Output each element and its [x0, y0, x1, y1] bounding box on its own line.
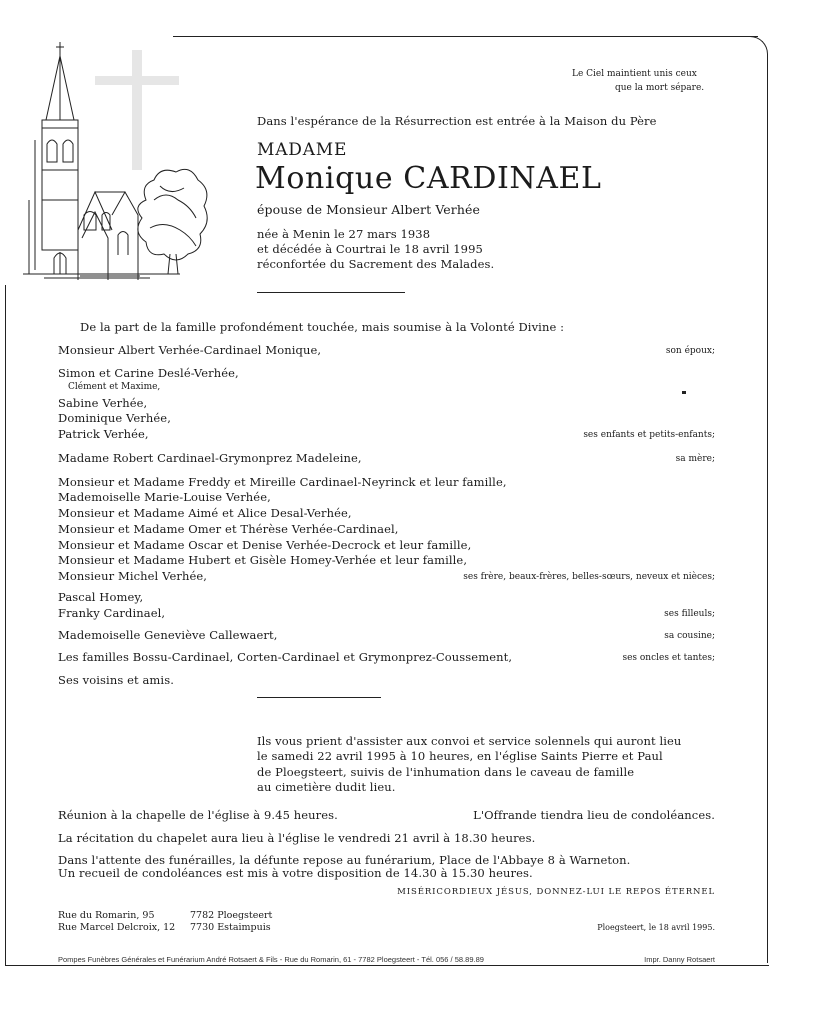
prayer-line: MISÉRICORDIEUX JÉSUS, DONNEZ-LUI LE REPOS ÉTERNEL [397, 887, 715, 897]
divider-1 [257, 292, 405, 293]
sibling-line: Monsieur et Madame Aimé et Alice Desal-Verhée, [58, 506, 352, 520]
sacrament-line: réconfortée du Sacrement des Malades. [257, 257, 495, 271]
sibling-line: Mademoiselle Marie-Louise Verhée, [58, 490, 271, 504]
footer-funeral-home: Pompes Funèbres Générales et Funérarium André Rotsaert & Fils - Rue du Romarin, 61 - 7782 Ploegsteert - Tél. 056 / 58.89.89 [58, 955, 484, 964]
uncles-relation: ses oncles et tantes; [622, 653, 715, 663]
spouse-relation: son époux; [665, 346, 715, 356]
intro-line: Dans l'espérance de la Résurrection est entrée à la Maison du Père [257, 114, 657, 128]
child-line: Sabine Verhée, [58, 396, 148, 410]
godchild-line: Franky Cardinael, [58, 606, 166, 620]
cousin-name: Mademoiselle Geneviève Callewaert, [58, 628, 278, 642]
service-line-2: le samedi 22 avril 1995 à 10 heures, en l'église Saints Pierre et Paul [257, 749, 663, 763]
church-tree-illustration [20, 40, 210, 290]
death-line: et décédée à Courtrai le 18 avril 1995 [257, 242, 483, 256]
quote-line-2: que la mort sépare. [615, 83, 705, 93]
ink-mark [682, 391, 686, 394]
frame-top-border [173, 36, 758, 37]
children-relation: ses enfants et petits-enfants; [583, 430, 715, 440]
funerarium-note-1: Dans l'attente des funérailles, la défunte repose au funérarium, Place de l'Abbaye 8 à Warneton. [58, 853, 631, 867]
footer-printer: Impr. Danny Rotsaert [644, 955, 715, 964]
faint-cross-icon [95, 50, 179, 170]
godchild-line: Pascal Homey, [58, 590, 144, 604]
reunion-note: Réunion à la chapelle de l'église à 9.45 heures. [58, 808, 338, 822]
cousin-relation: sa cousine; [664, 631, 715, 641]
child-line: Dominique Verhée, [58, 411, 171, 425]
address-city: 7730 Estaimpuis [190, 922, 271, 933]
frame-left-border [5, 285, 6, 965]
divider-2 [257, 697, 381, 698]
frame-right-border [767, 58, 768, 963]
offrande-note: L'Offrande tiendra lieu de condoléances. [473, 808, 715, 822]
funerarium-note-2: Un recueil de condoléances est mis à votre disposition de 14.30 à 15.30 heures. [58, 866, 533, 880]
sibling-line: Monsieur et Madame Oscar et Denise Verhée-Decrock et leur famille, [58, 538, 472, 552]
spouse-line: épouse de Monsieur Albert Verhée [257, 202, 481, 217]
service-line-4: au cimetière dudit lieu. [257, 780, 396, 794]
sibling-line: Monsieur Michel Verhée, [58, 569, 208, 583]
sibling-line: Monsieur et Madame Omer et Thérèse Verhée-Cardinael, [58, 522, 399, 536]
service-line-1: Ils vous prient d'assister aux convoi et service solennels qui auront lieu [257, 734, 682, 748]
quote-line-1: Le Ciel maintient unis ceux [572, 69, 697, 79]
frame-bottom-border [5, 965, 769, 966]
child-line: Patrick Verhée, [58, 427, 149, 441]
family-intro: De la part de la famille profondément touchée, mais soumise à la Volonté Divine : [80, 320, 565, 334]
frame-corner [743, 36, 768, 61]
birth-line: née à Menin le 27 mars 1938 [257, 227, 431, 241]
place-date: Ploegsteert, le 18 avril 1995. [597, 923, 715, 932]
rosary-note: La récitation du chapelet aura lieu à l'église le vendredi 21 avril à 18.30 heures. [58, 831, 536, 845]
neighbors-line: Ses voisins et amis. [58, 673, 174, 687]
spouse-name: Monsieur Albert Verhée-Cardinael Monique, [58, 343, 322, 357]
address-street: Rue du Romarin, 95 [58, 910, 155, 921]
mother-name: Madame Robert Cardinael-Grymonprez Madeleine, [58, 451, 362, 465]
grandchildren-line: Clément et Maxime, [68, 382, 161, 392]
uncles-line: Les familles Bossu-Cardinael, Corten-Cardinael et Grymonprez-Coussement, [58, 650, 513, 664]
service-line-3: de Ploegsteert, suivis de l'inhumation dans le caveau de famille [257, 765, 635, 779]
honorific-title: MADAME [257, 140, 348, 160]
sibling-line: Monsieur et Madame Freddy et Mireille Cardinael-Neyrinck et leur famille, [58, 475, 507, 489]
deceased-name: Monique CARDINAEL [255, 161, 602, 196]
mother-relation: sa mère; [675, 454, 715, 464]
sibling-line: Monsieur et Madame Hubert et Gisèle Homey-Verhée et leur famille, [58, 553, 468, 567]
godchildren-relation: ses filleuls; [664, 609, 715, 619]
address-city: 7782 Ploegsteert [190, 910, 273, 921]
address-street: Rue Marcel Delcroix, 12 [58, 922, 176, 933]
child-line: Simon et Carine Deslé-Verhée, [58, 366, 239, 380]
siblings-relation: ses frère, beaux-frères, belles-sœurs, neveux et nièces; [463, 572, 715, 582]
